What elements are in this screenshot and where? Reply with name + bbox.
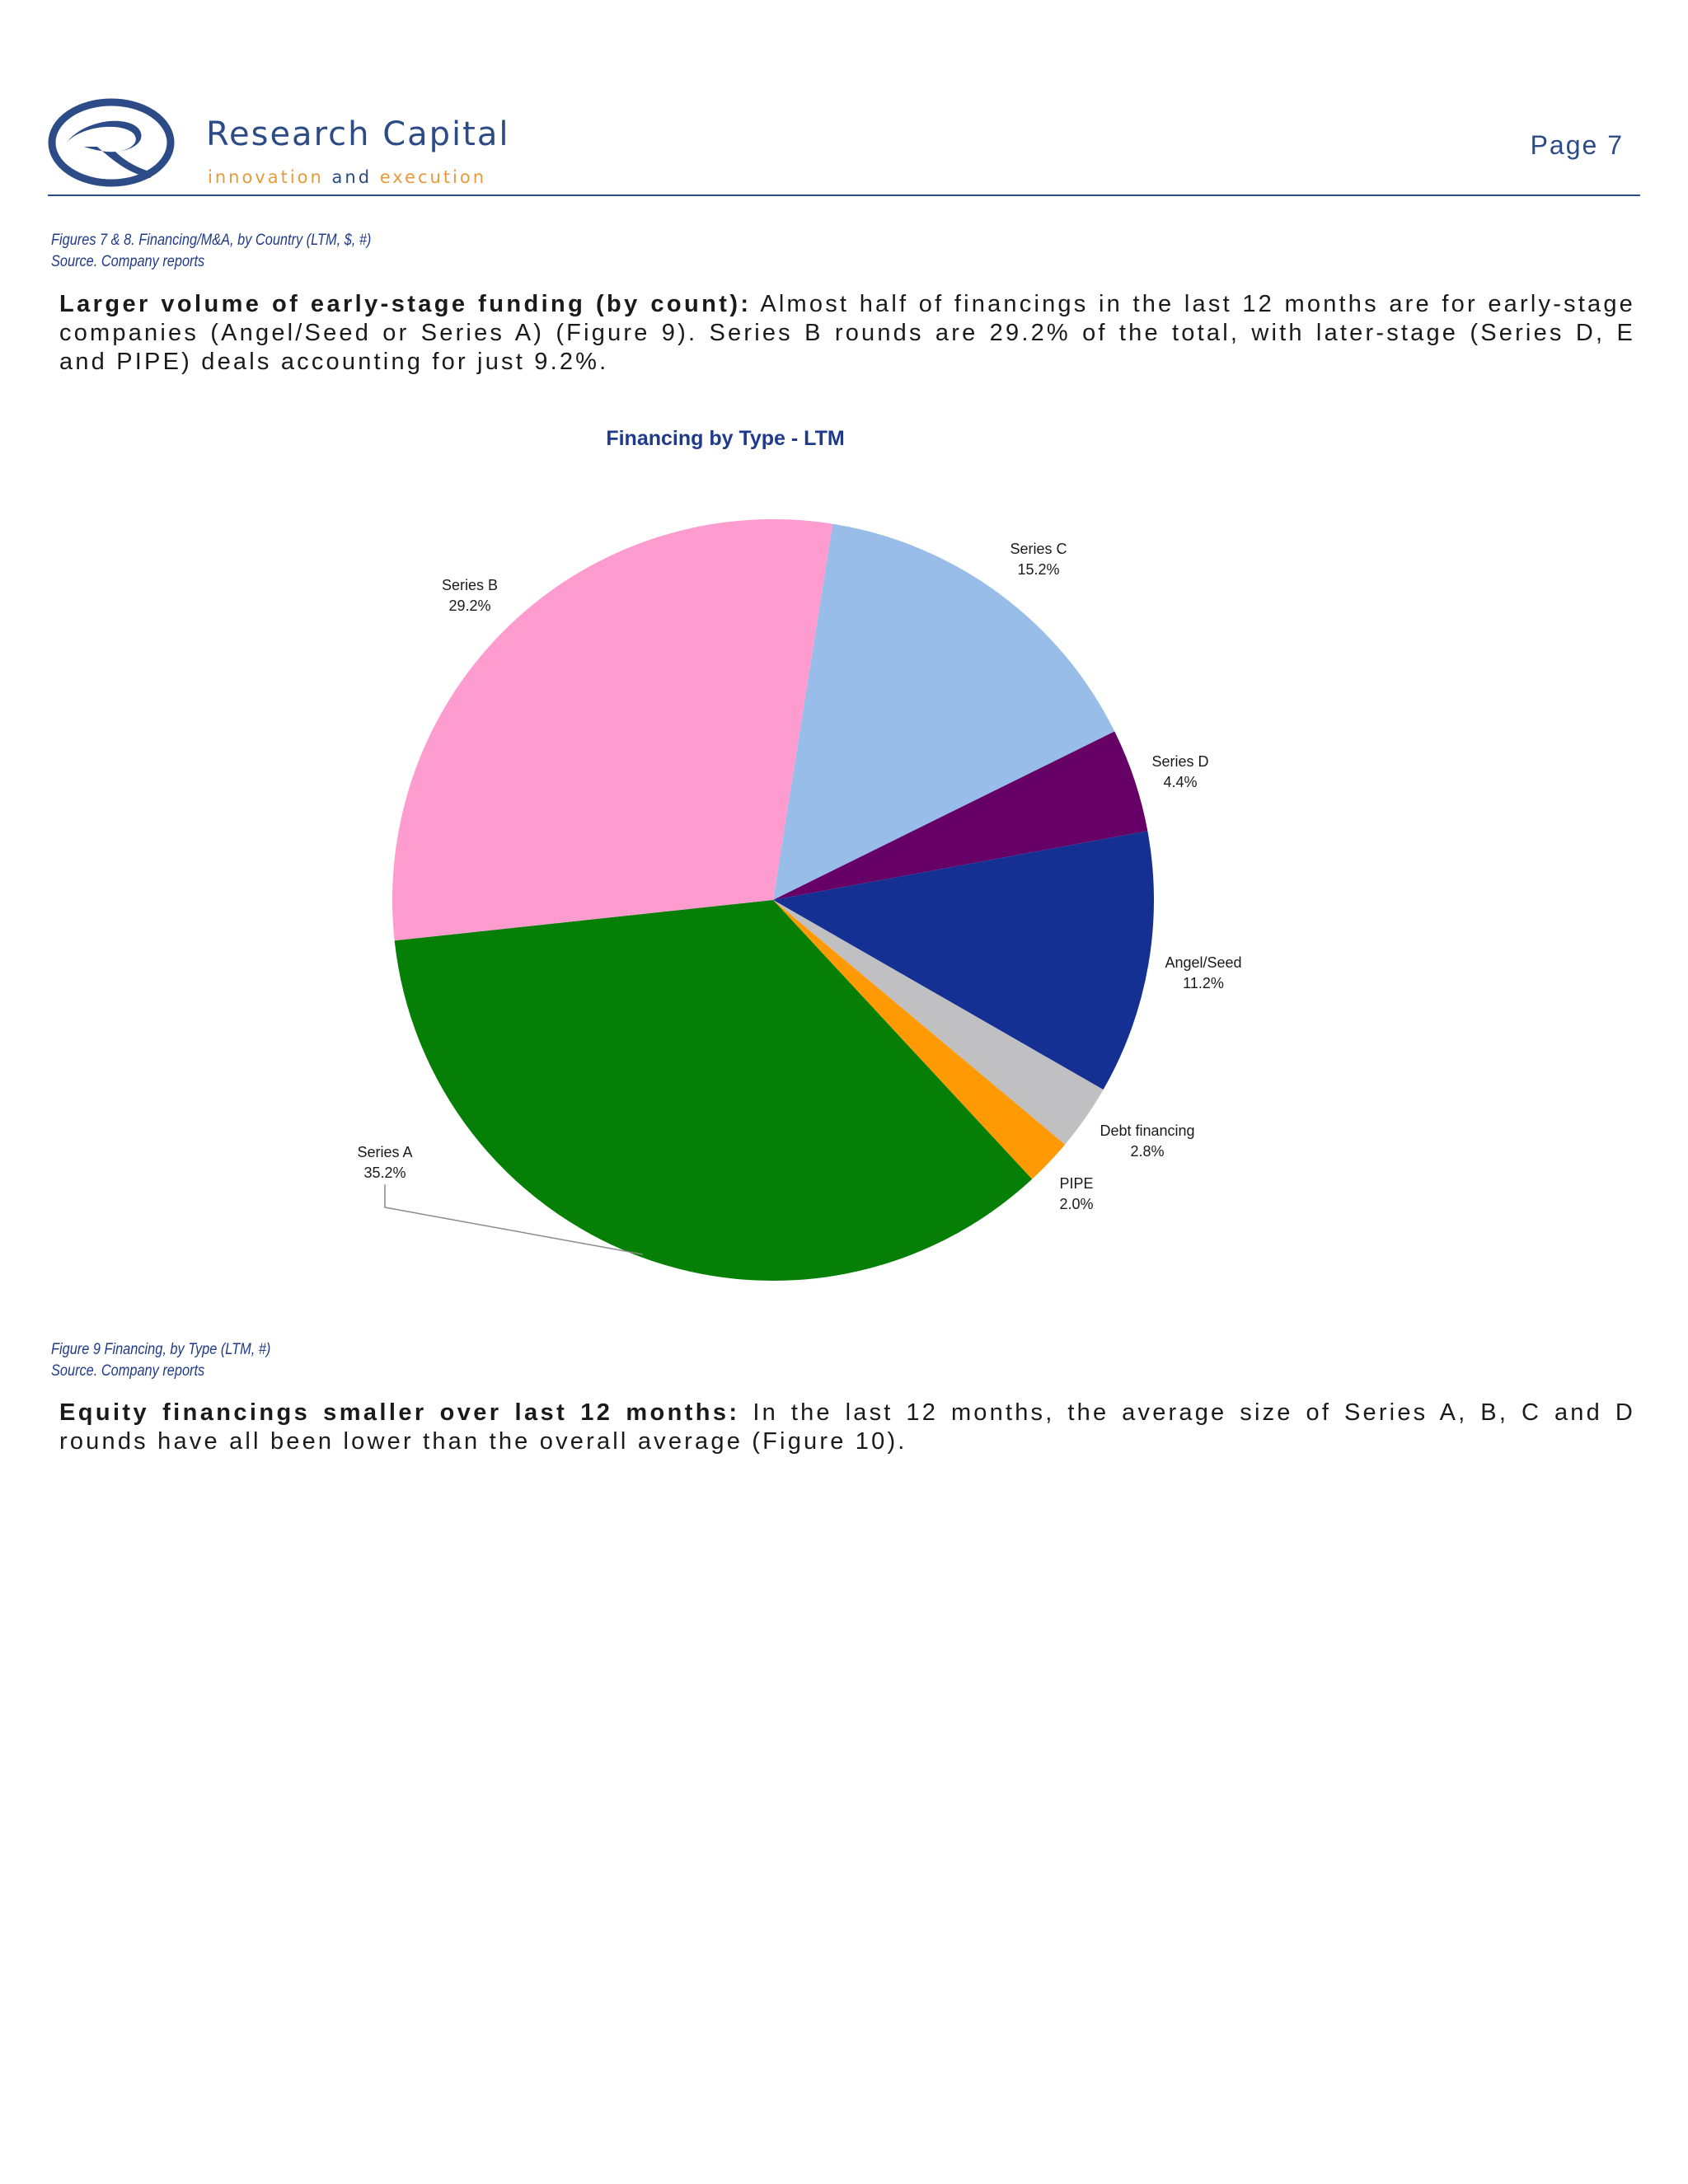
paragraph-body: Almost half of financings in the last 12 months are for early-stage companies (Angel/Seed or Series A) (Figure 9). Series B rounds are 29.2% of the total, with later-stage (Series D, E and PIPE) deals accounting for just 9.2%. [59, 291, 1635, 375]
figure9-caption: Figure 9 Financing, by Type (LTM, #) [51, 1341, 271, 1358]
paragraph-body: In the last 12 months, the average size of Series A, B, C and D rounds have all been lower than the overall average (Figure 10). [59, 1399, 1635, 1455]
brand-name: Research Capital [206, 115, 510, 153]
pie-label-value: 11.2% [1183, 975, 1224, 991]
paragraph-equity-financings [59, 1399, 1635, 1456]
pie-label-value: 35.2% [363, 1165, 406, 1181]
pie-label-name: PIPE [1059, 1175, 1094, 1192]
chart-title: Financing by Type - LTM [606, 427, 845, 450]
pie-label-name: Debt financing [1100, 1122, 1195, 1139]
tagline-innovation: innovation [208, 167, 324, 187]
figure9-source: Source. Company reports [51, 1362, 205, 1380]
pie-label-name: Series C [1010, 541, 1067, 557]
paragraph-lead: Larger volume of early-stage funding (by count): [59, 291, 752, 317]
pie-label-value: 2.0% [1059, 1196, 1094, 1212]
pie-label-name: Series D [1151, 753, 1209, 770]
pie-label-value: 29.2% [448, 598, 491, 614]
page-number: Page 7 [1530, 130, 1624, 160]
pie-label-name: Series B [441, 577, 499, 593]
paragraph-lead: Equity financings smaller over last 12 months: [59, 1399, 740, 1426]
pie-label-name: Angel/Seed [1165, 954, 1242, 971]
prev-figure-source: Source. Company reports [51, 253, 205, 270]
pie-label-value: 4.4% [1163, 774, 1198, 790]
prev-figure-caption: Figures 7 & 8. Financing/M&A, by Country (LTM, $, #) [51, 232, 372, 249]
pie-label-name: Series A [357, 1144, 413, 1160]
tagline-execution: execution [379, 167, 487, 187]
pie-label-value: 2.8% [1130, 1143, 1165, 1160]
pie-label-value: 15.2% [1017, 561, 1060, 578]
tagline-and: and [331, 167, 373, 187]
